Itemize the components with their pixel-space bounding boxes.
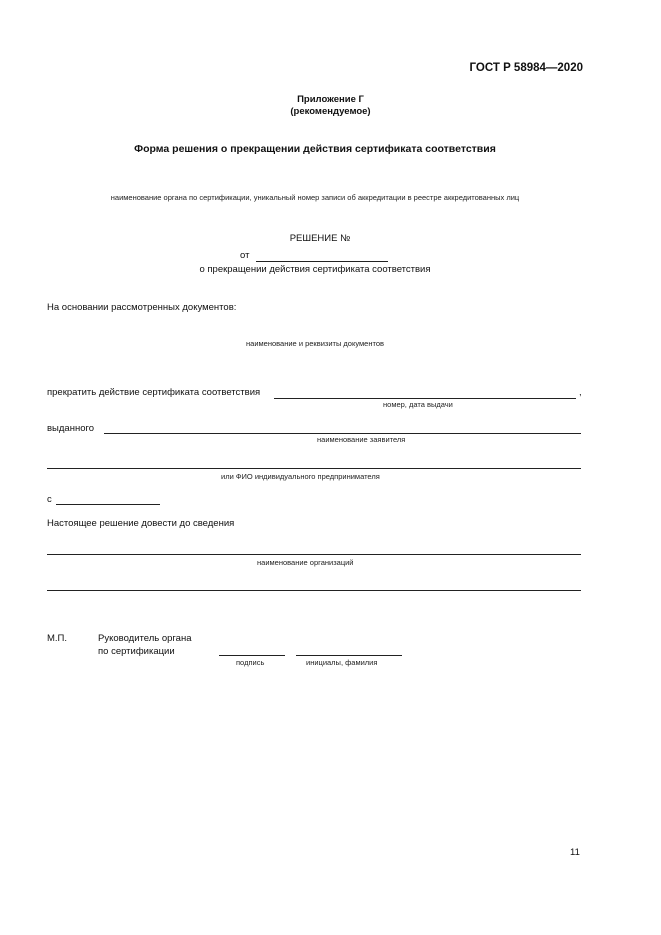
organizations-line-2 bbox=[47, 590, 581, 591]
certificate-number-caption: номер, дата выдачи bbox=[383, 400, 453, 409]
from-prefix: с bbox=[47, 494, 52, 505]
name-caption: инициалы, фамилия bbox=[306, 658, 378, 667]
organizations-line bbox=[47, 554, 581, 555]
name-line bbox=[296, 655, 402, 656]
stamp-label: М.П. bbox=[47, 633, 68, 644]
signature-line bbox=[219, 655, 285, 656]
head-label-line2: по сертификации bbox=[98, 646, 175, 657]
notify-text: Настоящее решение довести до сведения bbox=[47, 518, 235, 529]
basis-text: На основании рассмотренных документов: bbox=[47, 302, 237, 313]
appendix-title: Приложение Г bbox=[297, 94, 364, 105]
terminate-comma: , bbox=[579, 387, 582, 398]
certificate-number-line bbox=[274, 398, 576, 399]
decision-title: РЕШЕНИЕ № bbox=[289, 233, 351, 244]
organizations-caption: наименование организаций bbox=[257, 558, 354, 567]
certification-body-caption: наименование органа по сертификации, уникальный номер записи об аккредитации в реестре аккредитованных лиц bbox=[110, 193, 520, 202]
applicant-line bbox=[104, 433, 581, 434]
page-number: 11 bbox=[570, 847, 580, 858]
issued-text: выданного bbox=[47, 423, 95, 434]
head-label-line1: Руководитель органа bbox=[98, 633, 192, 644]
standard-number: ГОСТ Р 58984—2020 bbox=[469, 62, 583, 74]
entrepreneur-line bbox=[47, 468, 581, 469]
decision-date-line bbox=[256, 261, 388, 262]
decision-date-prefix: от bbox=[240, 250, 250, 261]
applicant-caption: наименование заявителя bbox=[317, 435, 406, 444]
decision-subject: о прекращении действия сертификата соответствия bbox=[199, 264, 431, 275]
from-date-line bbox=[56, 504, 160, 505]
appendix-subtitle: (рекомендуемое) bbox=[290, 106, 371, 117]
entrepreneur-caption: или ФИО индивидуального предпринимателя bbox=[221, 472, 380, 481]
terminate-text: прекратить действие сертификата соответствия bbox=[47, 387, 261, 398]
basis-caption: наименование и реквизиты документов bbox=[246, 339, 384, 348]
signature-caption: подпись bbox=[236, 658, 265, 667]
form-title: Форма решения о прекращении действия сертификата соответствия bbox=[134, 143, 496, 155]
